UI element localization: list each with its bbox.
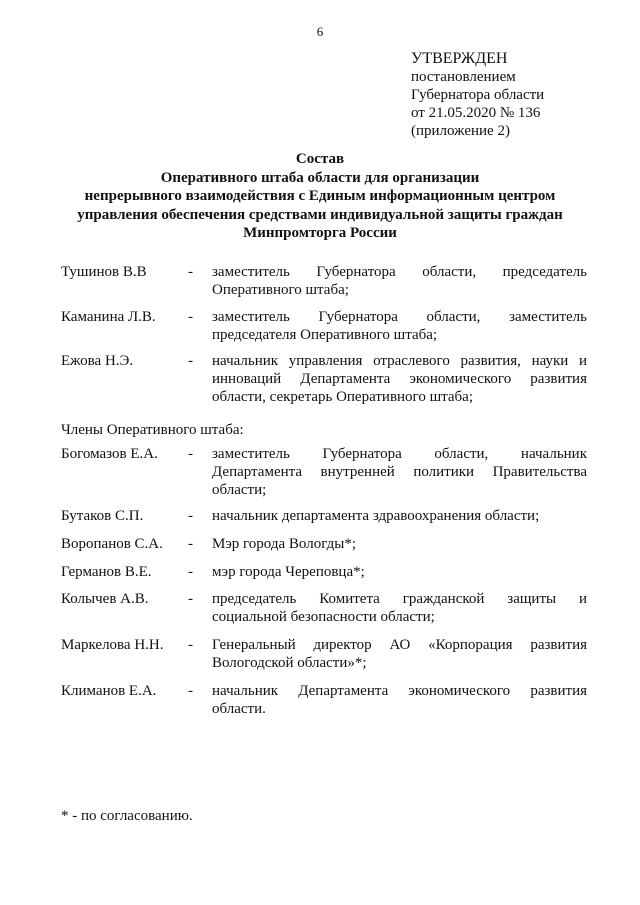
approval-line: от 21.05.2020 № 136 <box>411 105 541 121</box>
staff-row <box>61 682 587 718</box>
approval-title: УТВЕРЖДЕН <box>411 50 508 67</box>
role-line: области, секретарь Оперативного штаба; <box>212 389 473 405</box>
separator-dash: - <box>188 508 193 524</box>
role-line: социальной безопасности области; <box>212 609 435 625</box>
title-line: Оперативного штаба области для организации <box>160 169 480 186</box>
staff-row <box>61 590 587 626</box>
staff-role <box>212 263 587 299</box>
title-line: Состав <box>295 151 345 167</box>
separator-dash: - <box>188 637 193 653</box>
title-line: Минпромторга России <box>243 225 397 241</box>
page-number: 6 <box>316 24 324 39</box>
separator-dash: - <box>188 536 193 552</box>
staff-row <box>61 535 587 553</box>
staff-row <box>61 263 587 299</box>
role-line: начальник Департамента экономического развития <box>212 683 587 699</box>
role-line: Оперативного штаба; <box>212 282 349 298</box>
role-line: заместитель Губернатора области, председатель <box>212 264 587 280</box>
title-line: непрерывного взаимодействия с Единым информационным центром <box>84 188 556 204</box>
approval-line: Губернатора области <box>411 87 545 103</box>
role-line: области; <box>212 482 267 498</box>
separator-dash: - <box>188 446 193 462</box>
staff-name: Каманина Л.В. <box>61 309 156 325</box>
role-line: председатель Комитета гражданской защиты и <box>212 591 587 607</box>
role-line: заместитель Губернатора области, начальник <box>212 446 587 462</box>
role-line: Вологодской области»*; <box>212 655 367 671</box>
staff-name: Колычев А.В. <box>61 591 149 607</box>
footnote: * - по согласованию. <box>61 808 193 824</box>
staff-row <box>61 636 587 672</box>
separator-dash: - <box>188 564 193 580</box>
role-line: начальник департамента здравоохранения области; <box>212 508 540 524</box>
separator-dash: - <box>188 353 193 369</box>
members-heading: Члены Оперативного штаба: <box>61 422 244 438</box>
staff-row <box>61 563 587 581</box>
staff-name: Тушинов В.В <box>61 264 147 280</box>
staff-name: Климанов Е.А. <box>61 683 157 699</box>
staff-role <box>212 352 587 406</box>
staff-name: Германов В.Е. <box>61 564 152 580</box>
staff-row <box>61 308 587 344</box>
approval-stamp <box>411 50 544 140</box>
staff-role <box>212 682 587 718</box>
role-line: Генеральный директор АО «Корпорация развития <box>212 637 587 653</box>
staff-name: Маркелова Н.Н. <box>61 637 164 653</box>
staff-role <box>212 636 587 672</box>
separator-dash: - <box>188 683 193 699</box>
staff-role <box>212 535 587 553</box>
role-line: заместитель Губернатора области, заместитель <box>212 309 587 325</box>
staff-name: Воропанов С.А. <box>61 536 163 552</box>
staff-role <box>212 445 587 499</box>
staff-role <box>212 507 587 525</box>
role-line: Мэр города Вологды*; <box>212 536 356 552</box>
staff-name: Ежова Н.Э. <box>61 353 134 369</box>
title-line: управления обеспечения средствами индивидуальной защиты граждан <box>77 206 563 223</box>
staff-row <box>61 445 587 499</box>
separator-dash: - <box>188 309 193 325</box>
staff-role <box>212 590 587 626</box>
separator-dash: - <box>188 591 193 607</box>
staff-name: Богомазов Е.А. <box>61 446 158 462</box>
role-line: Департамента внутренней политики Правительства <box>212 464 587 480</box>
role-line: инноваций Департамента экономического развития <box>212 371 587 387</box>
role-line: мэр города Череповца*; <box>212 564 365 580</box>
staff-name: Бутаков С.П. <box>61 508 144 524</box>
approval-line: (приложение 2) <box>411 123 510 139</box>
staff-row <box>61 352 587 406</box>
role-line: председателя Оперативного штаба; <box>212 327 438 343</box>
role-line: области. <box>212 701 266 717</box>
approval-line: постановлением <box>411 69 516 85</box>
staff-row <box>61 507 587 525</box>
separator-dash: - <box>188 264 193 280</box>
document-title <box>40 150 600 243</box>
staff-role <box>212 308 587 344</box>
role-line: начальник управления отраслевого развития, науки и <box>212 353 587 369</box>
staff-role <box>212 563 587 581</box>
